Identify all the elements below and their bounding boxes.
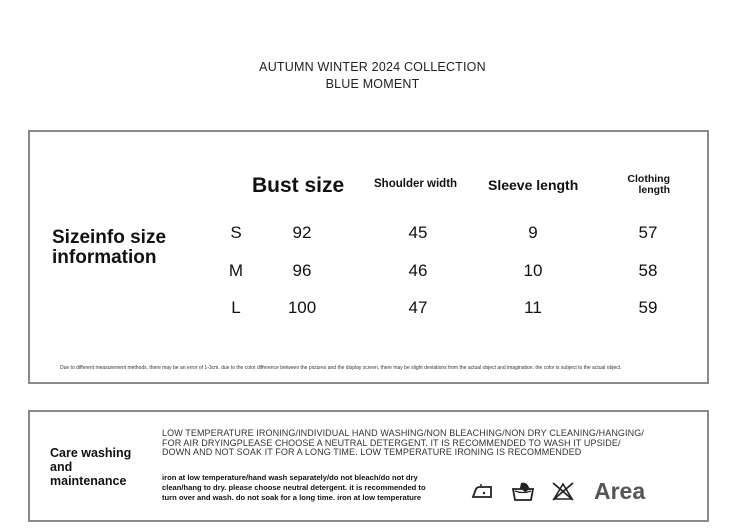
iron-icon	[470, 480, 496, 502]
care-lower-line3: turn over and wash. do not soak for a long time. iron at low temperature	[162, 493, 422, 502]
collection-subtitle: BLUE MOMENT	[325, 77, 420, 91]
hand-wash-icon	[510, 480, 536, 502]
cell-clothing: 58	[638, 261, 658, 280]
collection-title: AUTUMN WINTER 2024 COLLECTION	[259, 60, 486, 74]
cell-bust: 100	[287, 298, 317, 317]
header-sleeve-length: Sleeve length	[488, 177, 579, 193]
size-info-panel	[28, 130, 709, 384]
size-info-title-line2: information	[52, 247, 157, 268]
care-title-line3: maintenance	[50, 474, 127, 488]
care-upper-line2: FOR AIR DRYINGPLEASE CHOOSE A NEUTRAL DETERGENT. IT IS RECOMMENDED TO WASH IT UPSIDE/	[162, 437, 621, 448]
table-row	[30, 223, 711, 247]
table-row	[30, 261, 711, 285]
cell-sleeve: 11	[524, 298, 542, 317]
cell-clothing: 59	[638, 298, 658, 317]
care-title-line2: and	[50, 460, 73, 474]
care-instructions-lower	[162, 473, 462, 503]
care-instructions-upper	[162, 429, 662, 458]
care-upper-line1: LOW TEMPERATURE IRONING/INDIVIDUAL HAND WASHING/NON BLEACHING/NON DRY CLEANING/HANGING/	[162, 428, 644, 438]
care-title	[50, 446, 160, 488]
header-clothing-line2: length	[638, 184, 670, 196]
table-row	[30, 298, 711, 322]
cell-size: L	[231, 298, 241, 317]
care-title-line1: Care washing	[50, 446, 132, 460]
care-lower-line1: iron at low temperature/hand wash separately/do not bleach/do not dry	[162, 473, 418, 482]
header-clothing-length	[620, 174, 670, 196]
header-bust-size: Bust size	[252, 174, 345, 197]
cell-bust: 92	[292, 223, 312, 242]
size-info-title-line1: Sizeinfo size	[52, 227, 167, 248]
care-upper-line3: DOWN AND NOT SOAK IT FOR A LONG TIME. LOW TEMPERATURE IRONING IS RECOMMENDED	[162, 447, 582, 457]
cell-size: S	[230, 223, 242, 242]
header-clothing-line1: Clothing	[627, 173, 670, 185]
header-shoulder-width: Shoulder width	[374, 178, 458, 190]
cell-bust: 96	[292, 261, 312, 280]
care-lower-line2: clean/hang to dry. please choose neutral detergent. it is recommended to	[162, 483, 426, 492]
measurement-note: Due to different measurement methods, there may be an error of 1-3cm. due to the color difference between the pictures and the display screen, there may be slight deviations from the actual object and imagination. the color is subject to the actual object.	[60, 365, 622, 371]
no-bleach-icon	[550, 480, 576, 502]
cell-shoulder: 45	[408, 223, 428, 242]
cell-sleeve: 9	[528, 223, 538, 242]
cell-sleeve: 10	[523, 261, 543, 280]
area-label: Area	[594, 478, 646, 504]
cell-shoulder: 46	[408, 261, 428, 280]
cell-size: M	[228, 261, 244, 280]
cell-shoulder: 47	[408, 298, 428, 317]
care-panel	[28, 410, 709, 522]
cell-clothing: 57	[638, 223, 658, 242]
